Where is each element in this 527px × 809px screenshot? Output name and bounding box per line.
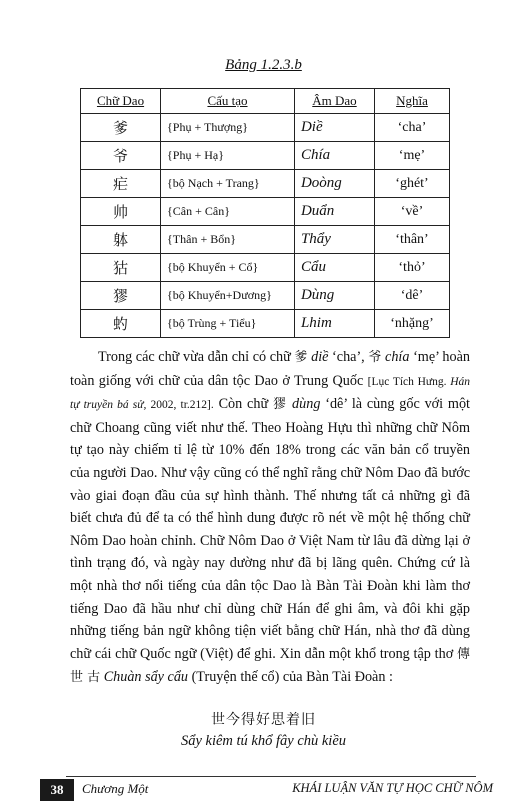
structure-cell: {Phụ + Hạ} [161, 142, 295, 170]
citation: [Lục Tích Hưng. [367, 375, 451, 388]
header-am-dao: Âm Dao [294, 89, 374, 114]
table-row [81, 114, 450, 142]
header-chu-dao: Chữ Dao [81, 89, 161, 114]
structure-cell: {bộ Khuyển+Dương} [161, 282, 295, 310]
poem-han-line: 世今得好思着旧 [211, 712, 316, 728]
meaning-cell: ‘ghét’ [375, 170, 450, 198]
meaning-cell: ‘nhặng’ [375, 310, 450, 338]
table-row [81, 282, 450, 310]
italic-term: dùng [287, 396, 321, 413]
footer-divider [66, 776, 476, 777]
han-glyph: 傳 世 古 [70, 646, 470, 686]
sound-cell: Diề [294, 114, 374, 142]
sound-cell: Dùng [294, 282, 374, 310]
running-title: KHÁI LUẬN VĂN TỰ HỌC CHỮ NÔM [292, 781, 493, 795]
page-number: 38 [40, 779, 74, 801]
table-caption: Bảng 1.2.3.b [225, 57, 302, 73]
glyph-cell: 狜 [81, 254, 161, 282]
glyph-cell: 爹 [81, 114, 161, 142]
glyph-cell: 疟 [81, 170, 161, 198]
sound-cell: Chía [294, 142, 374, 170]
sound-cell: Duẩn [294, 198, 374, 226]
header-nghia: Nghĩa [375, 89, 450, 114]
structure-cell: {Thân + Bổn} [161, 226, 295, 254]
text-run: (Truyện thế cổ) của Bàn Tài Đoàn : [188, 669, 393, 686]
table-row [81, 226, 450, 254]
sound-cell: Cẩu [294, 254, 374, 282]
han-glyph: 㺒 [272, 397, 288, 413]
italic-term: diề [307, 349, 329, 365]
glyph-cell: 躰 [81, 226, 161, 254]
structure-cell: {Cân + Cân} [161, 198, 295, 226]
table-row [81, 254, 450, 282]
table-row [81, 198, 450, 226]
chapter-label: Chương Một [82, 781, 149, 796]
text-run: Còn chữ [213, 396, 273, 413]
table-row [81, 170, 450, 198]
meaning-cell: ‘thỏ’ [375, 254, 450, 282]
citation-title: Hán tự truyền bá sử, [70, 375, 470, 412]
citation: 2002, tr.212]. [146, 399, 214, 412]
structure-cell: {bộ Khuyển + Cổ} [161, 254, 295, 282]
meaning-cell: ‘thân’ [375, 226, 450, 254]
han-glyph: 爷 [368, 350, 382, 365]
italic-term: chía [381, 349, 410, 365]
italic-term: Chuàn sẩy cẩu [100, 669, 189, 686]
structure-cell: {Phụ + Thượng} [161, 114, 295, 142]
meaning-cell: ‘về’ [375, 198, 450, 226]
text-run: ‘mẹ’ hoàn toàn giống với chữ của dân tộc Dao ở Trung Quốc [70, 349, 470, 389]
character-table [80, 88, 450, 338]
han-glyph: 爹 [294, 350, 308, 365]
meaning-cell: ‘cha’ [375, 114, 450, 142]
structure-cell: {bộ Nạch + Trang} [161, 170, 295, 198]
body-paragraph [70, 346, 470, 690]
table-header-row [81, 89, 450, 114]
sound-cell: Lhim [294, 310, 374, 338]
table-row [81, 142, 450, 170]
poem-latin-line: Sẩy kiêm tú khổ fây chù kiều [180, 733, 347, 749]
glyph-cell: 帅 [81, 198, 161, 226]
sound-cell: Thẩy [294, 226, 374, 254]
sound-cell: Doòng [294, 170, 374, 198]
table-row [81, 310, 450, 338]
text-run: ‘dê’ là cùng gốc với một chữ Choang cũng viết như thế. Theo Hoàng Hựu thì những chữ Nôm tự tạo này chiếm tỉ lệ từ 10% đến 18% trong các văn bản cổ truyền của người Dao. Như vậy cũng có thể nghĩ rằng chữ Nôm Dao đã bước vào giai đoạn đầu của sự hình thành. Thế nhưng tất cả những gì đã biết chưa đủ để ta có thể hình dung được rõ nét về một hệ thống chữ Nôm Dao hoàn chỉnh. Chữ Nôm Dao ở Việt Nam từ lâu đã dừng lại ở tình trạng đó, và ngày nay dường như đã bị lãng quên. Chứng cứ là một nhà thơ nổi tiếng của dân tộc Dao là Bàn Tài Đoàn khi làm thơ tiếng Dao đã hầu như chỉ dùng chữ Hán để ghi âm, và đôi khi gặp những tiếng bản ngữ không tiện viết bằng chữ Hán, nhà thơ đã dùng chữ cái chữ Quốc ngữ (Việt) để ghi. Xin dẫn một khổ trong tập thơ [70, 396, 470, 662]
text-run: Trong các chữ vừa dẫn chỉ có chữ [98, 349, 295, 365]
structure-cell: {bộ Trùng + Tiểu} [161, 310, 295, 338]
meaning-cell: ‘dê’ [375, 282, 450, 310]
glyph-cell: 㺒 [81, 282, 161, 310]
meaning-cell: ‘mẹ’ [375, 142, 450, 170]
header-cau-tao: Cấu tạo [161, 89, 295, 114]
glyph-cell: 虳 [81, 310, 161, 338]
text-run: ‘cha’, [328, 349, 369, 365]
glyph-cell: 爷 [81, 142, 161, 170]
